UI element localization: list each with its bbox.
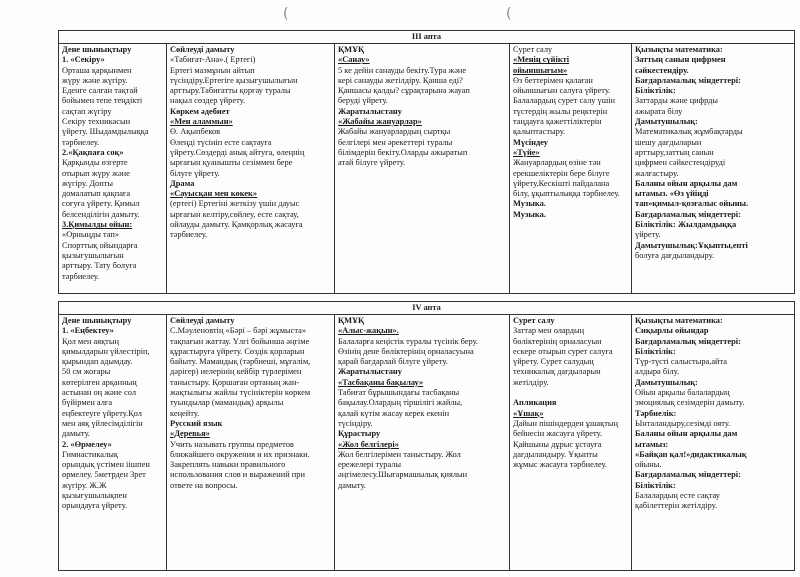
cell-text-line: байыту. Мамандық (тәрбиеші, мұғалім,	[170, 357, 311, 367]
cell-text-line: таңдауға қажеттіліктерін	[513, 117, 602, 127]
cell-text-line: Музыка.	[513, 209, 546, 219]
cell-text-line: Сөйлеуді дамыту	[170, 45, 235, 54]
cell-text-line: тәрбиелеу.	[62, 137, 100, 147]
cell-text-line: Дене шынықтыру	[62, 316, 132, 325]
cell-text-line: дамыту.	[62, 429, 90, 439]
cell-text-line: отырып жүру және	[62, 168, 130, 178]
cell-text-line: бақылау.Олардың тіршілігі жайлы,	[338, 398, 463, 408]
cell-text-line: дағдыландыру. Ұқыпты	[513, 449, 598, 459]
cell-text-line: Бағдарламалық міндеттері:	[635, 336, 741, 346]
cell-text-line: Жабайы жануарлардың сыртқы	[338, 127, 451, 137]
week-4-speech-development-cell	[167, 315, 335, 571]
week-3-fun-math-cell	[632, 44, 795, 294]
cell-text-line: жұмыс жасауға тәрбиелеу.	[513, 460, 607, 470]
cell-text-line: Қарқынды өзгерте	[62, 158, 128, 168]
cell-text-line: Түр-түсті салыстыра,айта	[635, 357, 728, 367]
cell-text-line: 50 см жоғары	[62, 367, 111, 377]
cell-text-line: кеңейту.	[170, 408, 200, 418]
cell-text-line: Заттарды және цифрды	[635, 96, 719, 106]
cell-text-line: Қызықты математика:	[635, 45, 723, 54]
cell-text-line: Ө. Ақыпбеков	[170, 127, 221, 137]
cell-text-line: Заттың санын цифрмен	[635, 55, 726, 65]
cell-text-line: Баланы ойын арқылы дам	[635, 178, 738, 188]
cell-text-line	[513, 388, 628, 398]
cell-text-line: жақтылығы жайлы түсініктерін көркем	[170, 388, 311, 398]
cell-text-line: қалай күтім жасау керек екенін	[338, 408, 450, 418]
scan-mark-left: (	[283, 6, 289, 22]
cell-text-line: үйрету.Сөздерді анық айтуға, өлеңнің	[170, 147, 305, 157]
cell-text-line: цифрмен сәйкестендіруді	[635, 158, 726, 168]
cell-text-line: Секіру техникасын	[62, 117, 131, 127]
cell-text-line: белсенділігін дамыту.	[62, 209, 140, 219]
cell-text-line: Балаларға кеңістік туралы түсінік беру.	[338, 336, 479, 346]
scan-mark-right: (	[506, 6, 512, 22]
cell-text-line: тәрбиелеу.	[62, 271, 100, 281]
cell-text-line: арттыру. Тату болуға	[62, 261, 137, 271]
cell-text-line: Музыка.	[513, 199, 546, 209]
cell-text-line: «Орныңды тап»	[62, 230, 120, 240]
cell-text-line: құрастыруға үйрету. Сөздік қорларын	[170, 346, 305, 356]
cell-text-line: бүйірмен алға	[62, 398, 113, 408]
cell-text-line: алдыра білу.	[635, 367, 680, 377]
cell-text-line: Сиқырлы ойындар	[635, 326, 709, 336]
week-3-math-science-cell	[335, 44, 510, 294]
cell-text-line: техникалық дағдыларын	[513, 367, 601, 377]
cell-text-line: «Жол белгілері»	[338, 439, 399, 449]
cell-text-line: «Тасбақаны бақылау»	[338, 377, 424, 387]
cell-text-line: «Жабайы жануарлар»	[338, 117, 422, 127]
week-4-fun-math-cell	[632, 315, 795, 571]
cell-text-line: Дамытушылық:Ұқыпты,епті	[635, 240, 748, 250]
cell-text-line: Закреплять навыки правильного	[170, 460, 286, 470]
cell-text-line: білу, ұқыптылыққа тәрбиелеу.	[513, 189, 620, 199]
cell-text-line: Бағдарламалық міндеттері:	[635, 209, 741, 219]
cell-text-line: үйрету. Сурет салудың	[513, 357, 594, 367]
cell-text-line: үйрету.Кескішті пайдалана	[513, 178, 610, 188]
cell-text-line: домалатып қақпаға	[62, 189, 131, 199]
cell-text-line: (ертегі) Ертегіні жеткізу үшін дауыс	[170, 199, 300, 209]
cell-text-line: Жаратылыстану	[338, 367, 402, 377]
cell-text-line: ойыншығым»	[513, 65, 568, 75]
cell-text-line: Қайшыны дұрыс ұстауға	[513, 439, 602, 449]
cell-text-line: Жануарлардың өзіне тән	[513, 158, 601, 168]
week-3-physical-education-cell	[59, 44, 167, 294]
cell-text-line: Балалардың сурет салу үшін	[513, 96, 615, 106]
cell-text-line: Мүсіндеу	[513, 137, 548, 147]
cell-text-line: 2. «Өрмелеу»	[62, 439, 112, 449]
cell-text-line: Біліктілік:	[635, 346, 676, 356]
week-3-speech-development-cell	[167, 44, 335, 294]
cell-text-line: Біліктілік: Жылдамдыққа	[635, 220, 737, 230]
cell-text-line: ажырата білу	[635, 106, 683, 116]
cell-text-line: Өз беттерімен қалаған	[513, 75, 593, 85]
cell-text-line: тап»қимыл-қозғалыс ойыны.	[635, 199, 749, 209]
cell-text-line: Қол мен аяқтың	[62, 336, 119, 346]
cell-text-line: «Ұшақ»	[513, 408, 544, 418]
cell-text-line: Жол белгілерімен таныстыру. Жол	[338, 449, 461, 459]
cell-text-line: қырындап адымдау.	[62, 357, 133, 367]
week-4-header-row	[59, 302, 795, 315]
cell-text-line: бейнесін жасауға үйрету.	[513, 429, 602, 439]
cell-text-line: Русский язык	[170, 418, 223, 428]
cell-text-line: ережелері туралы	[338, 460, 402, 470]
cell-text-line: білуге үйрету.	[170, 168, 220, 178]
cell-text-line: «Табиғат-Ана».( Ертегі)	[170, 55, 256, 65]
cell-text-line: туындылар (мамандық) арқылы	[170, 398, 284, 408]
cell-text-line: Бағдарламалық міндеттері:	[635, 75, 741, 85]
week-3-header-row	[59, 31, 795, 44]
cell-text-line: болуға дағдыландыру.	[635, 250, 715, 260]
cell-text-line: нақыл сөздер үйрету.	[170, 96, 246, 106]
cell-text-line: мен аяқ үйлесімділігін	[62, 418, 143, 428]
week-3-row	[59, 44, 795, 294]
cell-text-line: шешу дағдыларын	[635, 137, 702, 147]
cell-text-line: Сөйлеуді дамыту	[170, 316, 235, 325]
cell-text-line: дәрігер) иелерінің кейбір түрлерімен	[170, 367, 302, 377]
cell-text-line: жетілдіру.	[513, 377, 549, 387]
cell-text-line: Қызықты математика:	[635, 316, 723, 325]
cell-text-line: «Мен аламмын»	[170, 117, 233, 127]
cell-text-line: білімдерін бекіту.Оларды ажыратып	[338, 147, 468, 157]
cell-text-line: өрмелеу. 5метрден 3рет	[62, 470, 146, 480]
cell-text-line: қарай бағдарлай білуге үйрету.	[338, 357, 448, 367]
cell-text-line: түстердің жылы реңктерін	[513, 106, 608, 116]
week-4-title: IV апта	[59, 302, 795, 315]
cell-text-line: әңгімелесу.Шығармашылық қиялын	[338, 470, 468, 480]
cell-text-line: таныстыру. Қоршаған ортаның жан-	[170, 377, 300, 387]
cell-text-line: ближайшего окружения и их признаки.	[170, 449, 310, 459]
cell-text-line: Табиғат бұрышындағы тасбақаны	[338, 388, 460, 398]
cell-text-line: «Түйе»	[513, 147, 540, 157]
cell-text-line: 2.«Қақпаға соқ»	[62, 147, 124, 157]
cell-text-line: ответе на вопросы.	[170, 480, 238, 490]
cell-text-line: жүгіру. Допты	[62, 178, 114, 188]
cell-text-line: жүгіру. Ж.Ж	[62, 480, 107, 490]
cell-text-line: Ойын арқылы балалардың	[635, 388, 730, 398]
cell-text-line: сәйкестендіру.	[635, 65, 689, 75]
cell-text-line: Дене шынықтыру	[62, 45, 132, 54]
cell-text-line: атай білуге үйрету.	[338, 158, 406, 168]
cell-text-line: Ынталандыру,сезімді ояту.	[635, 418, 731, 428]
cell-text-line: Сурет салу	[513, 316, 555, 325]
cell-text-line: Бағдарламалық міндеттері:	[635, 470, 741, 480]
cell-text-line: беруді үйрету.	[338, 96, 388, 106]
cell-text-line: астынан оң және сол	[62, 388, 137, 398]
cell-text-line: көтерілген арқанның	[62, 377, 137, 387]
cell-text-line: жүру және жүгіру.	[62, 75, 128, 85]
cell-text-line: тәрбиелеу.	[170, 230, 208, 240]
cell-text-line: 1. «Секіру»	[62, 55, 105, 65]
cell-text-line: «Санау»	[338, 55, 370, 65]
cell-text-line: Көркем әдебиет	[170, 106, 230, 116]
cell-text-line: еңбектеуге үйрету.Қол	[62, 408, 142, 418]
cell-text-line: Жаратылыстану	[338, 106, 402, 116]
cell-text-line: бойымен тепе теңдікті	[62, 96, 143, 106]
cell-text-line: ытамыз:	[635, 439, 669, 449]
cell-text-line: үйрету. Шыдамдылыққа	[62, 127, 149, 137]
cell-text-line: бөліктерінің орналасуын	[513, 336, 602, 346]
cell-text-line: дамыту.	[338, 480, 366, 490]
cell-text-line: Біліктілік:	[635, 480, 676, 490]
cell-text-line: қалыптастыру.	[513, 127, 566, 137]
cell-text-line: қызығушылықпен	[62, 491, 127, 501]
cell-text-line: түсіндіру.Ертегіге қызығушылығын	[170, 75, 298, 85]
cell-text-line: сақтап жүгіру	[62, 106, 112, 116]
cell-text-line: Сурет салу	[513, 45, 553, 54]
cell-text-line: С.Мәуленовтің «Бәрі – бәрі жұмыста»	[170, 326, 307, 336]
cell-text-line: эмоциялық сезімдерін дамыту.	[635, 398, 745, 408]
cell-text-line: Гимнастикалық	[62, 449, 118, 459]
cell-text-line: Дамытушылық:	[635, 377, 698, 387]
cell-text-line: Дайын пішіндерден ұшақтың	[513, 418, 618, 428]
cell-text-line: тақпағын жаттау. Үлгі бойынша әңгіме	[170, 336, 310, 346]
cell-text-line: ытамыз. «Өз үйіңді	[635, 189, 709, 199]
week-4-math-science-cell	[335, 315, 510, 571]
cell-text-line: «Менің сүйікті	[513, 55, 570, 65]
cell-text-line: ерекшеліктерін бере білуге	[513, 168, 610, 178]
cell-text-line: ырғағын қуанышты сезіммен бере	[170, 158, 293, 168]
cell-text-line: Математикалық жұмбақтарды	[635, 127, 743, 137]
week-3-drawing-modeling-cell	[510, 44, 632, 294]
cell-text-line: ҚМҰҚ	[338, 316, 365, 325]
cell-text-line: Спорттық ойындарға	[62, 240, 138, 250]
cell-text-line: Еденге салған тақтай	[62, 86, 138, 96]
cell-text-line: кері санауды жетілдіру. Қанша еді?	[338, 75, 463, 85]
cell-text-line: Өлеңді түсініп есте сақтауға	[170, 137, 272, 147]
cell-text-line: Тәрбиелік:	[635, 408, 677, 418]
cell-text-line: ҚМҰҚ	[338, 45, 365, 54]
week-4-row	[59, 315, 795, 571]
cell-text-line: Құрастыру	[338, 429, 381, 439]
cell-text-line: 5 ке дейін санауды бекіту.Тура және	[338, 65, 467, 75]
cell-text-line: соғуға үйрету. Қимыл	[62, 199, 140, 209]
cell-text-line: Қаншасы қалды? сұрақтарына жауап	[338, 86, 470, 96]
cell-text-line: Орташа қарқынмен	[62, 65, 132, 75]
cell-text-line: орындық үстімен іішпен	[62, 460, 150, 470]
cell-text-line: «Сауысқан мен көкек»	[170, 189, 258, 199]
cell-text-line: түсіндіру.	[338, 418, 373, 428]
cell-text-line: использования слов и выражений при	[170, 470, 305, 480]
cell-text-line: «Байқап қал!»дидактикалық	[635, 449, 747, 459]
cell-text-line: Дамытушылық:	[635, 117, 698, 127]
cell-text-line: үйрету.	[635, 230, 661, 240]
weekly-plan-table	[58, 30, 795, 571]
cell-text-line: Балалардың есте сақтау	[635, 491, 720, 501]
cell-text-line: қызығушылығын	[62, 250, 124, 260]
week-4-physical-education-cell	[59, 315, 167, 571]
cell-text-line: Өзінің дене бөліктерінің орналасуына	[338, 346, 474, 356]
cell-text-line: 1. «Еңбектеу»	[62, 326, 114, 336]
week-separator	[59, 294, 795, 302]
cell-text-line: Апликация	[513, 398, 557, 408]
cell-text-line: «Деревья»	[170, 429, 210, 439]
cell-text-line: жалғастыру.	[635, 168, 679, 178]
cell-text-line: Драма	[170, 178, 195, 188]
cell-text-line: ойыны.	[635, 460, 662, 470]
cell-text-line: қабілеттерін жетілдіру.	[635, 501, 718, 511]
cell-text-line: «Алыс-жақын».	[338, 326, 399, 336]
cell-text-line: Біліктілік:	[635, 86, 676, 96]
cell-text-line: 3.Қимылды ойын:	[62, 220, 133, 230]
cell-text-line: Ертегі мазмұнын айтып	[170, 65, 255, 75]
cell-text-line: ескере отырып сурет салуға	[513, 346, 613, 356]
cell-text-line: арттыру.Табиғатты қорғау туралы	[170, 86, 291, 96]
week-4-drawing-application-cell	[510, 315, 632, 571]
cell-text-line: Баланы ойын арқылы дам	[635, 429, 738, 439]
cell-text-line: орындауға үйрету.	[62, 501, 128, 511]
cell-text-line: ойлауды дамыту. Қамқорлық жасауға	[170, 220, 303, 230]
cell-text-line: қимылдарын үйлестіріп,	[62, 346, 150, 356]
cell-text-line: Учить называть группы предметов	[170, 439, 294, 449]
cell-text-line: белгілері мен әрекеттері туралы	[338, 137, 453, 147]
cell-text-line: Заттар мен олардың	[513, 326, 585, 336]
cell-text-line: ойыншығын салуға үйрету.	[513, 86, 611, 96]
week-3-title: ІІІ апта	[59, 31, 795, 44]
cell-text-line: арттыру,заттың санын	[635, 147, 714, 157]
cell-text-line: ырғағын келтіру,сөйлеу, есте сақтау,	[170, 209, 299, 219]
